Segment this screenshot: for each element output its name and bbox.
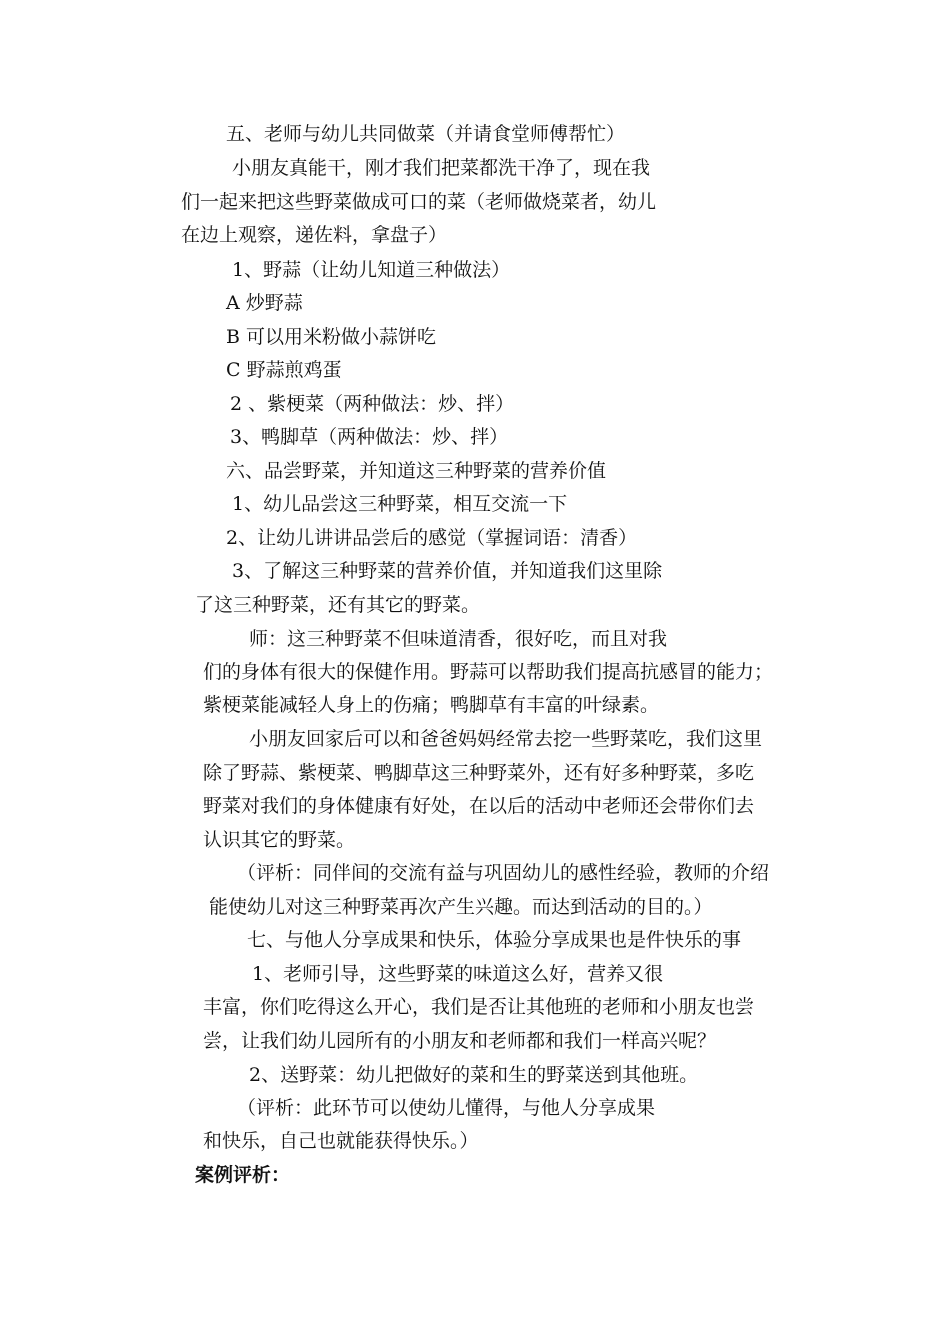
- section-heading-seven: 七、与他人分享成果和快乐，体验分享成果也是件快乐的事: [247, 929, 742, 951]
- paragraph-line: 在边上观察，递佐料，拿盘子）: [181, 224, 448, 246]
- section-heading-six: 六、品尝野菜，并知道这三种野菜的营养价值: [226, 460, 607, 482]
- list-item: 3、了解这三种野菜的营养价值，并知道我们这里除: [232, 560, 663, 582]
- commentary-line: 和快乐，自己也就能获得快乐。）: [203, 1130, 479, 1152]
- paragraph-line: 尝，让我们幼儿园所有的小朋友和老师都和我们一样高兴呢？: [203, 1030, 717, 1052]
- commentary-line: （评析：同伴间的交流有益与巩固幼儿的感性经验，教师的介绍: [237, 862, 770, 884]
- paragraph-line: 小朋友回家后可以和爸爸妈妈经常去挖一些野菜吃，我们这里: [249, 728, 763, 750]
- list-item: C 野蒜煎鸡蛋: [226, 359, 342, 381]
- paragraph-line: 们的身体有很大的保健作用。野蒜可以帮助我们提高抗感冒的能力；: [203, 661, 774, 683]
- paragraph-line: 们一起来把这些野菜做成可口的菜（老师做烧菜者，幼儿: [181, 191, 657, 213]
- section-heading-five: 五、老师与幼儿共同做菜（并请食堂师傅帮忙）: [226, 123, 626, 145]
- paragraph-line: 除了野蒜、紫梗菜、鸭脚草这三种野菜外，还有好多种野菜，多吃: [203, 762, 755, 784]
- case-analysis-heading: 案例评析：: [195, 1164, 291, 1186]
- list-item: 2、送野菜：幼儿把做好的菜和生的野菜送到其他班。: [249, 1064, 699, 1086]
- list-item: 2 、紫梗菜（两种做法：炒、拌）: [230, 393, 515, 415]
- list-item: 1、野蒜（让幼儿知道三种做法）: [232, 259, 511, 281]
- paragraph-line: 了这三种野菜，还有其它的野菜。: [195, 594, 481, 616]
- paragraph-line: 师：这三种野菜不但味道清香，很好吃，而且对我: [249, 628, 668, 650]
- list-item: A 炒野蒜: [226, 292, 303, 314]
- list-item: B 可以用米粉做小蒜饼吃: [226, 326, 437, 348]
- list-item: 2、让幼儿讲讲品尝后的感觉（掌握词语：清香）: [226, 527, 638, 549]
- list-item: 1、幼儿品尝这三种野菜，相互交流一下: [232, 493, 568, 515]
- paragraph-line: 认识其它的野菜。: [203, 829, 356, 851]
- list-item: 1、老师引导，这些野菜的味道这么好，营养又很: [252, 963, 664, 985]
- commentary-line: （评析：此环节可以使幼儿懂得，与他人分享成果: [237, 1097, 656, 1119]
- paragraph-line: 紫梗菜能减轻人身上的伤痛；鸭脚草有丰富的叶绿素。: [203, 694, 660, 716]
- list-item: 3、鸭脚草（两种做法：炒、拌）: [230, 426, 509, 448]
- paragraph-line: 野菜对我们的身体健康有好处，在以后的活动中老师还会带你们去: [203, 795, 755, 817]
- commentary-line: 能使幼儿对这三种野菜再次产生兴趣。而达到活动的目的。）: [209, 896, 713, 918]
- paragraph-line: 小朋友真能干，刚才我们把菜都洗干净了，现在我: [232, 157, 651, 179]
- paragraph-line: 丰富，你们吃得这么开心，我们是否让其他班的老师和小朋友也尝: [203, 996, 755, 1018]
